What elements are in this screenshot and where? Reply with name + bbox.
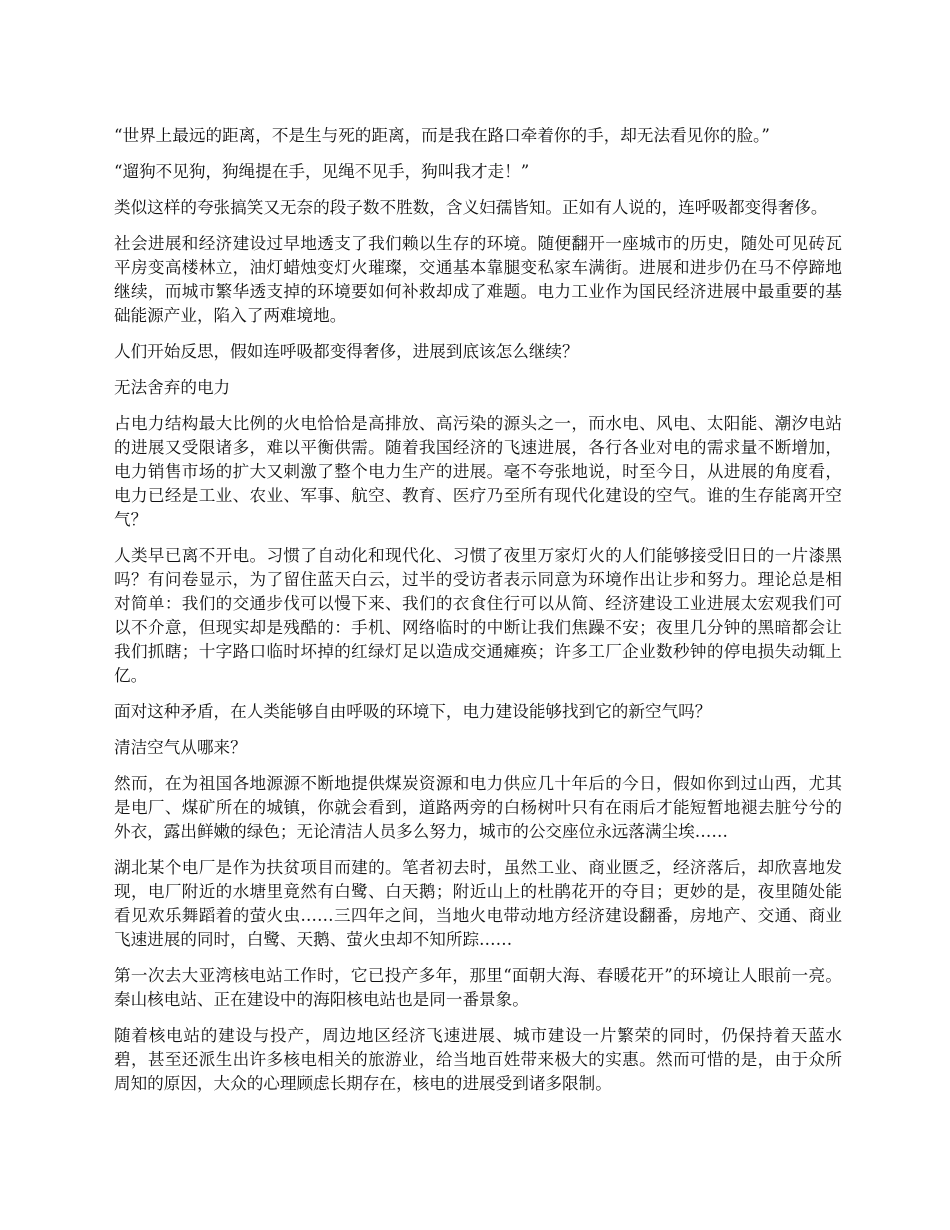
body-paragraph: 面对这种矛盾，在人类能够自由呼吸的环境下，电力建设能够找到它的新空气吗？ [114, 702, 712, 721]
quote-paragraph: “世界上最远的距离，不是生与死的距离，而是我在路口牵着你的手，却无法看见你的脸。” [114, 126, 770, 145]
body-paragraph: 随着核电站的建设与投产，周边地区经济飞速进展、城市建设一片繁荣的同时，仍保持着天蓝水碧，甚至还派生出许多核电相关的旅游业，给当地百姓带来极大的实惠。然而可惜的是，由于众所周知的原因，大众的心理顾虑长期存在，核电的进展受到诸多限制。 [114, 1026, 842, 1093]
body-paragraph: 类似这样的夸张搞笑又无奈的段子数不胜数，含义妇孺皆知。正如有人说的，连呼吸都变得奢侈。 [114, 198, 828, 217]
body-paragraph: 湖北某个电厂是作为扶贫项目而建的。笔者初去时，虽然工业、商业匮乏，经济落后，却欣喜地发现，电厂附近的水塘里竟然有白鹭、白天鹅；附近山上的杜鹃花开的夺目；更妙的是，夜里随处能看见欢乐舞蹈着的萤火虫……三四年之间，当地火电带动地方经济建设翻番，房地产、交通、商业飞速进展的同时，白鹭、天鹅、萤火虫却不知所踪…… [114, 858, 842, 949]
document-body [114, 124, 842, 1108]
body-paragraph: 人类早已离不开电。习惯了自动化和现代化、习惯了夜里万家灯火的人们能够接受旧日的一片漆黑吗？有问卷显示，为了留住蓝天白云，过半的受访者表示同意为环境作出让步和努力。理论总是相对简单：我们的交通步伐可以慢下来、我们的衣食住行可以从简、经济建设工业进展太宏观我们可以不介意，但现实却是残酷的：手机、网络临时的中断让我们焦躁不安；夜里几分钟的黑暗都会让我们抓瞎；十字路口临时坏掉的红绿灯足以造成交通瘫痪；许多工厂企业数秒钟的停电损失动辄上亿。 [114, 546, 842, 685]
body-paragraph: 人们开始反思，假如连呼吸都变得奢侈，进展到底该怎么继续？ [114, 342, 579, 361]
body-paragraph: 占电力结构最大比例的火电恰恰是高排放、高污染的源头之一，而水电、风电、太阳能、潮汐电站的进展又受限诸多，难以平衡供需。随着我国经济的飞速进展，各行各业对电的需求量不断增加，电力销售市场的扩大又刺激了整个电力生产的进展。毫不夸张地说，时至今日，从进展的角度看，电力已经是工业、农业、军事、航空、教育、医疗乃至所有现代化建设的空气。谁的生存能离开空气？ [114, 414, 842, 529]
body-paragraph: 第一次去大亚湾核电站工作时，它已投产多年，那里“面朝大海、春暖花开”的环境让人眼前一亮。秦山核电站、正在建设中的海阳核电站也是同一番景象。 [114, 966, 842, 1009]
section-heading: 无法舍弃的电力 [114, 378, 231, 397]
body-paragraph: 然而，在为祖国各地源源不断地提供煤炭资源和电力供应几十年后的今日，假如你到过山西，尤其是电厂、煤矿所在的城镇，你就会看到，道路两旁的白杨树叶只有在雨后才能短暂地褪去脏兮兮的外衣，露出鲜嫩的绿色；无论清洁人员多么努力，城市的公交座位永远落满尘埃…… [114, 774, 842, 841]
quote-paragraph: “遛狗不见狗，狗绳提在手，见绳不见手，狗叫我才走！” [114, 162, 530, 181]
body-paragraph: 社会进展和经济建设过早地透支了我们赖以生存的环境。随便翻开一座城市的历史，随处可见砖瓦平房变高楼林立，油灯蜡烛变灯火璀璨，交通基本靠腿变私家车满街。进展和进步仍在马不停蹄地继续，而城市繁华透支掉的环境要如何补救却成了难题。电力工业作为国民经济进展中最重要的基础能源产业，陷入了两难境地。 [114, 234, 842, 325]
section-heading: 清洁空气从哪来？ [114, 738, 247, 757]
